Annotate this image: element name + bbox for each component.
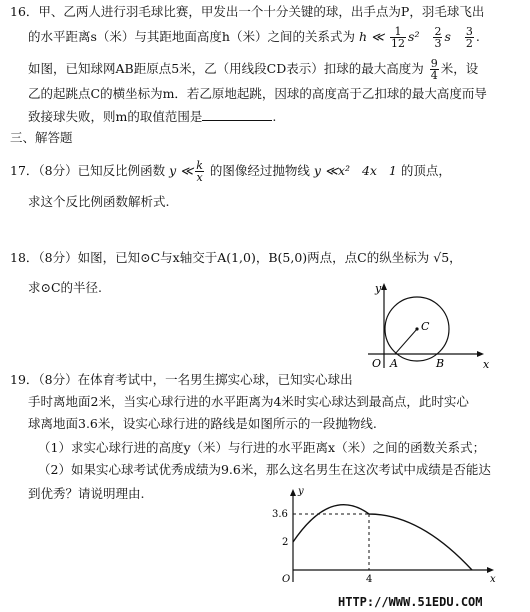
q19-parabola-figure	[268, 484, 508, 588]
q16-line2	[28, 26, 480, 49]
q17-line1	[10, 160, 451, 183]
frac-numerator: 3	[465, 25, 473, 38]
q16-formula-lhs: h ≪	[358, 29, 389, 44]
q18-y-arrow	[381, 283, 387, 290]
answer-blank[interactable]	[202, 108, 272, 121]
q16-line2-text: 的水平距离s（米）与其距地面高度h（米）之间的关系式为	[28, 29, 355, 44]
q18-x-label: x	[483, 358, 490, 371]
q18-circle-figure	[362, 280, 492, 372]
q17-y-symbol: y ≪	[169, 163, 194, 178]
q19-tick-3-6: 3.6	[272, 509, 288, 520]
q18-point-c-label: C	[421, 320, 430, 333]
q17-frac-k-x	[195, 160, 204, 183]
q19-x-arrow	[487, 567, 494, 573]
q18-point-b-label: B	[436, 357, 445, 370]
q19-tick-2: 2	[282, 537, 289, 548]
frac-denominator: x	[196, 171, 203, 184]
q16-line5-text: 致接球失败，则m的取值范围是	[28, 109, 203, 124]
q16-frac-4	[430, 58, 439, 81]
q19-line6: 到优秀？请说明理由.	[28, 486, 145, 501]
q19-line5: （2）如果实心球考试优秀成绩为9.6米，那么这名男生在这次考试中成绩是否能达	[38, 462, 491, 477]
q19-y-arrow	[290, 489, 296, 496]
q16-line3-text: 如图，已知球网AB距原点5米，乙（用线段CD表示）扣球的最大高度为	[28, 61, 424, 76]
frac-denominator: 3	[434, 37, 442, 50]
q17-parabola: y ≪x² 4x 1	[313, 163, 397, 178]
section-header: 三、解答题	[10, 130, 73, 145]
frac-denominator: 4	[430, 69, 438, 82]
q18-origin-label: O	[372, 357, 382, 370]
frac-numerator: 9	[430, 57, 438, 70]
q18-point-a-label: A	[390, 357, 398, 370]
q16-term-2: s	[444, 29, 451, 44]
q16-line3	[28, 58, 478, 81]
q17-line1-text: 17．（8分）已知反比例函数	[10, 163, 166, 178]
q16-line1: 16．甲、乙两人进行羽毛球比赛，甲发出一个十分关键的球，出手点为P，羽毛球飞出	[10, 4, 485, 19]
q18-sqrt-value: √5	[433, 250, 450, 265]
frac-numerator: k	[196, 159, 203, 172]
q16-line5	[28, 108, 276, 125]
q17-line2: 求这个反比例函数解析式.	[28, 194, 170, 209]
q16-frac-3	[465, 26, 474, 49]
q16-line3-end: 米，设	[440, 61, 479, 76]
q16-term-3: .	[475, 29, 480, 44]
q19-tick-4: 4	[366, 574, 373, 585]
q19-line3: 球离地面3.6米，设实心球行进的路线是如图所示的一段抛物线.	[28, 416, 377, 431]
q18-line1	[10, 250, 462, 266]
frac-denominator: 12	[391, 37, 406, 50]
frac-numerator: 2	[434, 25, 442, 38]
q16-line5-end: .	[272, 109, 277, 124]
q17-line1-end: 的顶点，	[400, 163, 451, 178]
q17-line1-mid: 的图像经过抛物线	[209, 163, 310, 178]
q19-line4: （1）求实心球行进的高度y（米）与行进的水平距离x（米）之间的函数关系式；	[38, 440, 486, 455]
q18-line1-end: ，	[449, 250, 462, 265]
q16-line4: 乙的起跳点C的横坐标为m．若乙原地起跳，因球的高度高于乙扣球的最大高度而导	[28, 86, 487, 101]
q19-y-label: y	[298, 486, 304, 497]
q16-term-1: s²	[408, 29, 420, 44]
q19-line2: 手时离地面2米，当实心球行进的水平距离为4米时实心球达到最高点，此时实心	[28, 394, 469, 409]
watermark-url: HTTP://WWW.51EDU.COM	[338, 595, 483, 609]
q18-line1-text: 18．（8分）如图，已知⊙C与x轴交于A(1,0)，B(5,0)两点，点C的纵坐标为	[10, 250, 430, 265]
frac-denominator: 2	[465, 37, 473, 50]
frac-numerator: 1	[390, 26, 406, 38]
q18-line2: 求⊙C的半径.	[28, 280, 103, 295]
q19-x-label: x	[490, 574, 496, 585]
q16-frac-2	[433, 26, 442, 49]
q16-frac-1	[390, 26, 406, 49]
q19-line1: 19．（8分）在体育考试中，一名男生掷实心球，已知实心球出	[10, 372, 353, 387]
q19-origin-label: O	[282, 574, 291, 585]
q18-y-label: y	[375, 282, 382, 295]
q18-radius-segment	[395, 329, 417, 354]
q18-x-arrow	[477, 351, 484, 357]
